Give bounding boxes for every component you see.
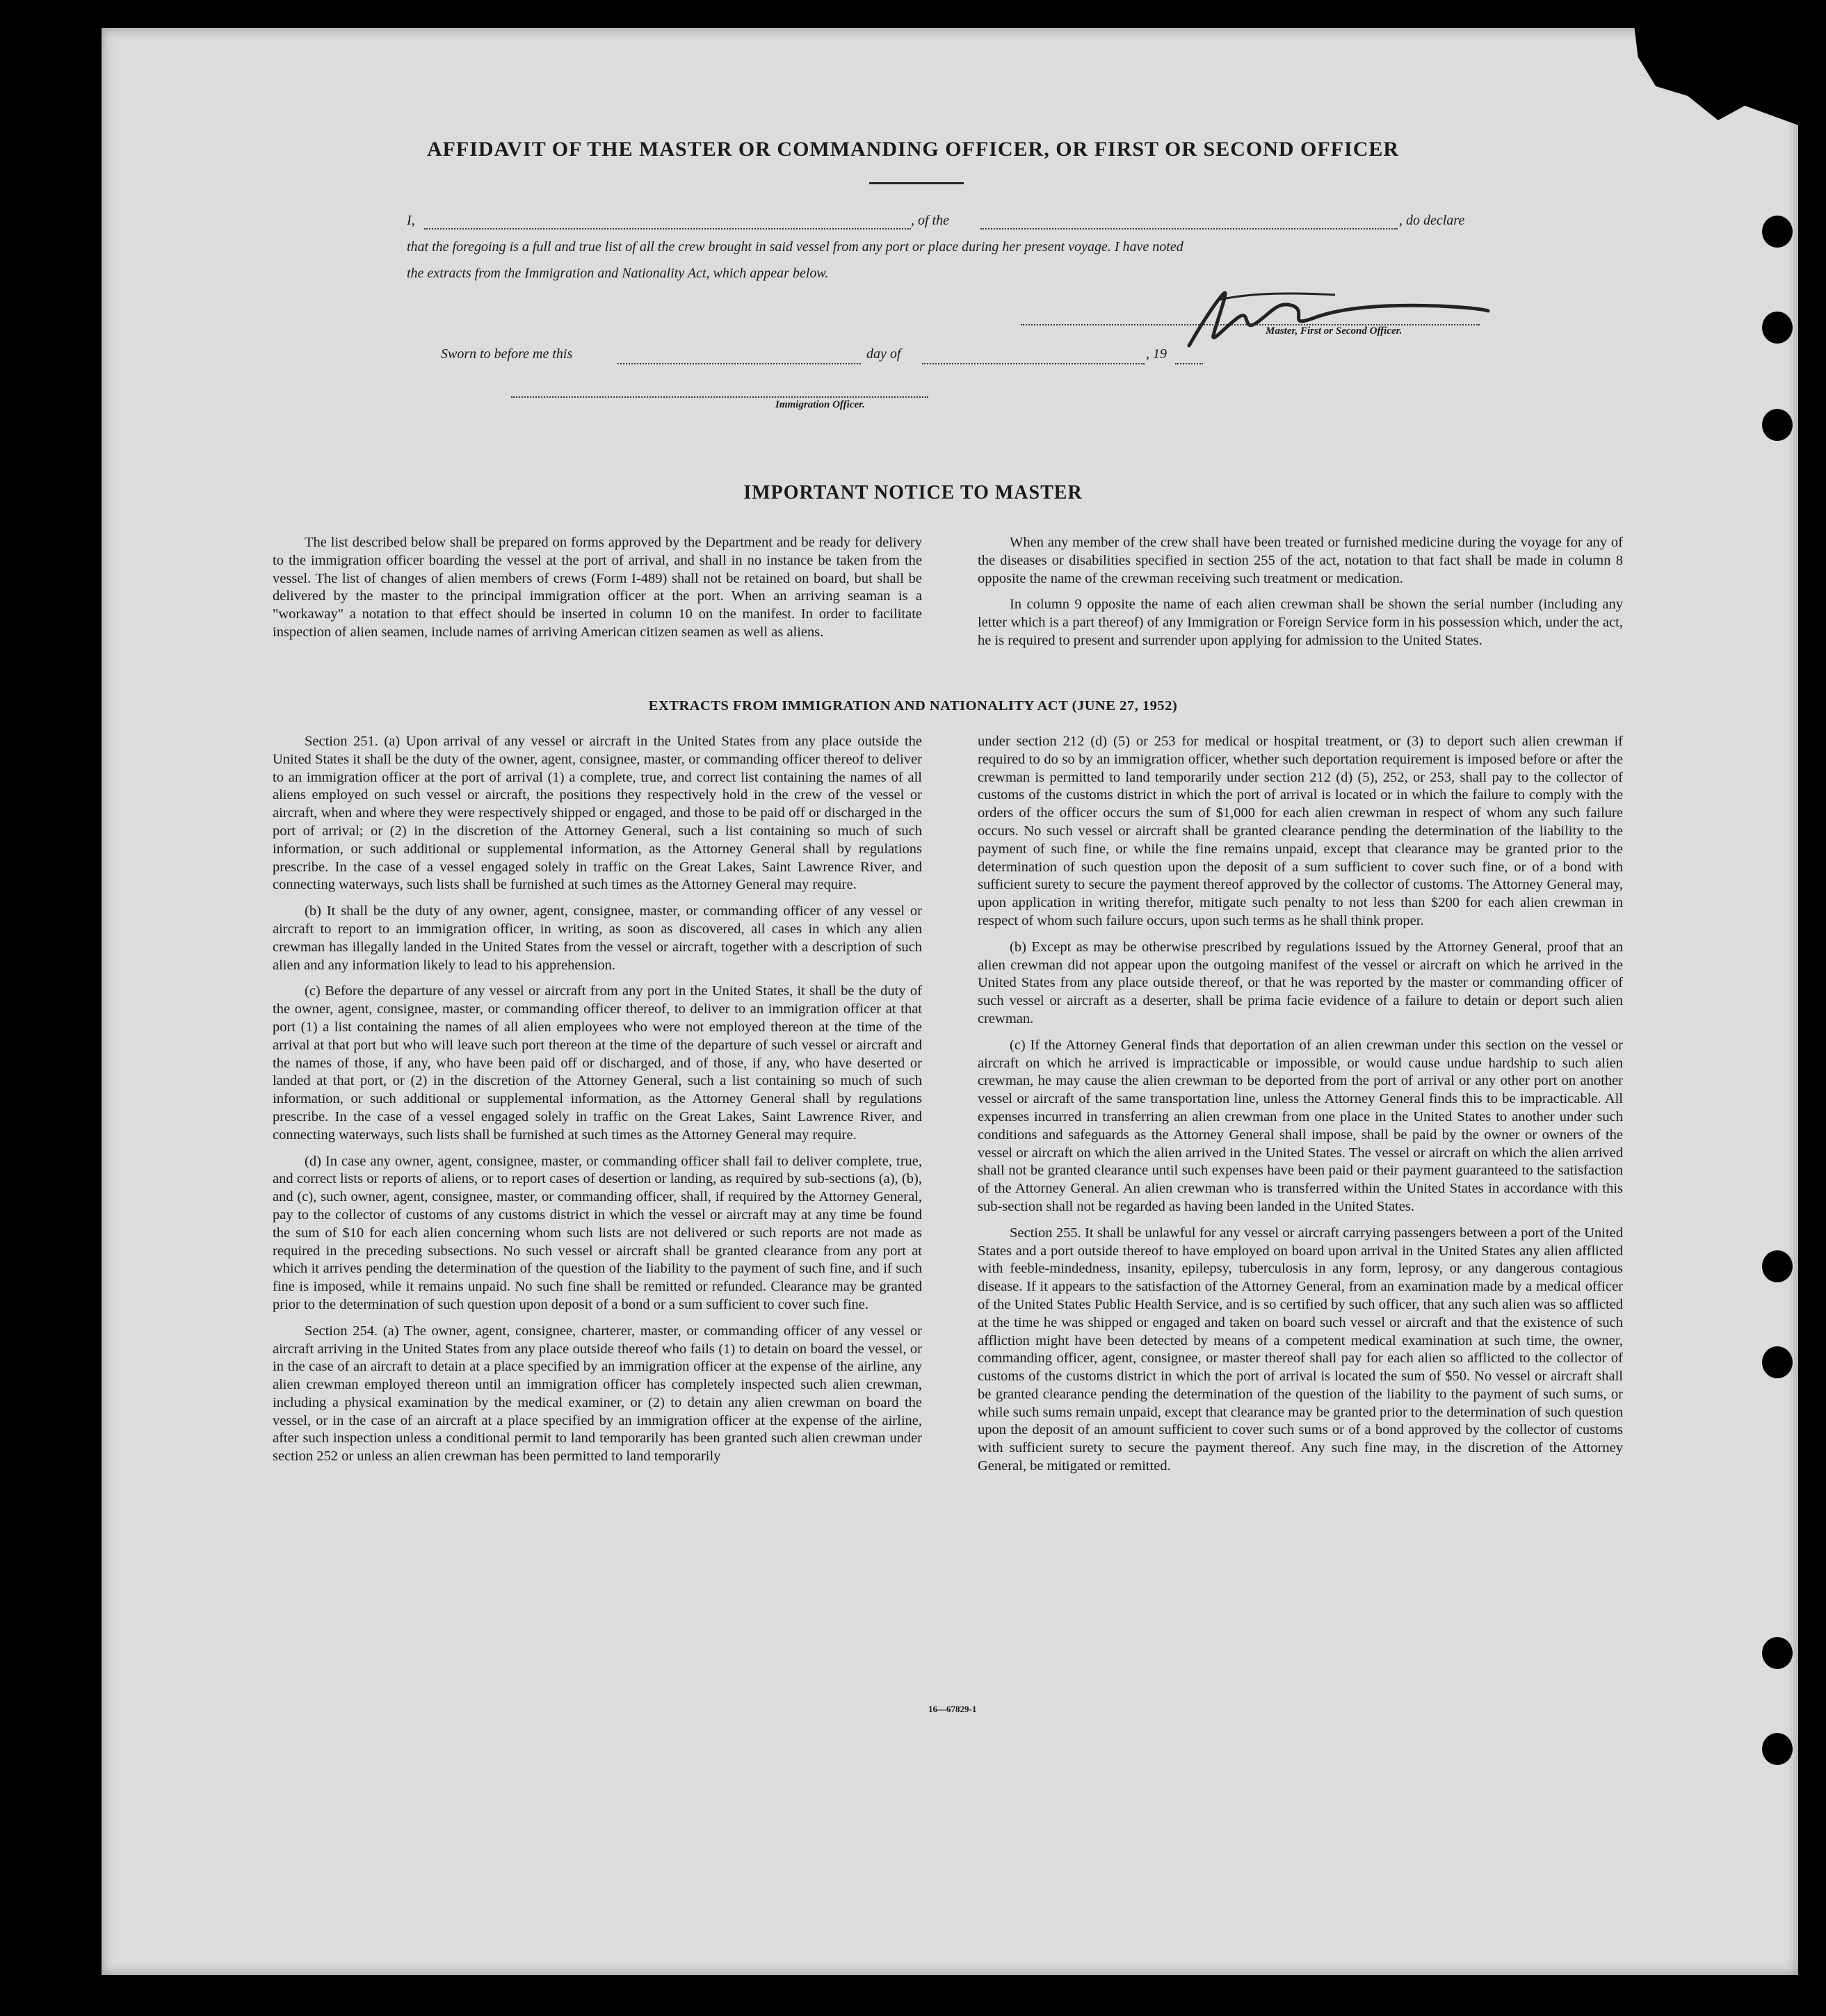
punch-hole: [1762, 312, 1793, 344]
immigration-officer-label: Immigration Officer.: [775, 399, 865, 410]
punch-hole: [1762, 1346, 1793, 1378]
extracts-title: EXTRACTS FROM IMMIGRATION AND NATIONALITY ACT (JUNE 27, 1952): [648, 698, 1178, 713]
sworn-month-field[interactable]: [922, 363, 1145, 364]
master-label: Master, First or Second Officer.: [1266, 325, 1403, 337]
section-251-c: (c) Before the departure of any vessel or aircraft from any port in the United States, it shall be the duty of the owner, agent, consignee, master, or commanding officer thereof, to deliver to an immigration officer at that port (1) a list containing the names of all alien employees who were not employed thereon at the time of the arrival at that port but who will leave such port thereon at the time of the departure of such vessel or aircraft and the names of those, if any, who have been paid off or discharged, and of those, if any, who have deserted or landed at that port, or (2) in the discretion of the Attorney General, such a list containing so much of such information, or such additional or supplemental information, as the Attorney General shall by regulations prescribe. In the case of a vessel engaged solely in traffic on the Great Lakes, Saint Lawrence River, and connecting waterways, such lists shall be furnished at such times as the Attorney General may require.: [273, 983, 922, 1143]
day-of-label: day of: [866, 346, 901, 362]
declaration-line-3: the extracts from the Immigration and Nationality Act, which appear below.: [407, 266, 829, 281]
master-signature-line[interactable]: [1021, 324, 1480, 325]
do-declare-label: , do declare: [1399, 213, 1465, 228]
section-254-a-cont: under section 212 (d) (5) or 253 for medical or hospital treatment, or (3) to deport such alien crewman if required to do so by an immigration officer, whether such deportation requirement is imposed before or after the crewman is permitted to land temporarily under section 212 (d) (5), 252, or 253, shall pay to the collector of customs of the customs district in which the port of arrival is located or in which the failure to comply with the orders of the officer occurs the sum of $1,000 for each alien crewman in respect of whom any such failure occurs. No such vessel or aircraft shall be granted clearance pending the determination of the liability to the payment of such fine, or while the fine remains unpaid, except that clearance may be granted prior to the determination of such question upon the deposit of a sum sufficient to cover such fine, or of a bond with sufficient surety to secure the payment thereof approved by the collector of customs. The Attorney General may, upon application in writing therefor, mitigate such penalty to not less than $200 for each alien crewman in respect of whom such failure occurs, upon such terms as he shall think proper.: [978, 734, 1623, 928]
punch-hole: [1762, 1250, 1793, 1282]
notice-title: IMPORTANT NOTICE TO MASTER: [743, 482, 1083, 503]
sworn-label: Sworn to before me this: [441, 346, 573, 362]
master-signature: [1175, 280, 1495, 356]
section-254-c: (c) If the Attorney General finds that deportation of an alien crewman under this section on the vessel or aircraft on which he arrived is impracticable or impossible, or would cause undue hardship to such alien crewman, he may cause the alien crewman to be deported from the port of arrival or any other port on another vessel or aircraft of the same transportation line, unless the Attorney General finds this to be impracticable. All expenses incurred in transferring an alien crewman from one place in the United States to another under such conditions and safeguards as the Attorney General shall impose, shall be paid by the owner or owners of the vessel or aircraft on which the alien arrived in the United States. The vessel or aircraft on which the alien arrived shall not be granted clearance until such expenses have been paid or their payment guaranteed to the satisfaction of the Attorney General. An alien crewman who is transferred within the United States in accordance with this sub-section shall not be regarded as having been landed in the United States.: [978, 1037, 1623, 1214]
section-251-d: (d) In case any owner, agent, consignee, master, or commanding officer shall fail to deliver complete, true, and correct lists or reports of aliens, or to report cases of desertion or landing, as required by sub-sections (a), (b), and (c), such owner, agent, consignee, master, or commanding officer, shall, if required by the Attorney General, pay to the collector of customs of any customs district in which the vessel or aircraft may at any time be found the sum of $10 for each alien concerning whom such lists are not delivered or such reports are not made as required in the preceding subsections. No such vessel or aircraft shall be granted clearance from any port at which it arrives pending the determination of the question of the liability to the payment of such fine, and if such fine is imposed, while it remains unpaid. No such fine shall be remitted or refunded. Clearance may be granted prior to the determination of such question upon deposit of a bond or a sum sufficient to cover such fine.: [273, 1153, 922, 1312]
immigration-officer-line[interactable]: [511, 396, 928, 398]
punch-hole: [1762, 1733, 1793, 1765]
section-251-b: (b) It shall be the duty of any owner, agent, consignee, master, or commanding officer of any vessel or aircraft to report to an immigration officer, in writing, as soon as discovered, all cases in which any alien crewman has illegally landed in the United States from the vessel or aircraft, together with a description of such alien and any information likely to lead to his apprehension.: [273, 903, 922, 973]
declarant-name-field[interactable]: [424, 228, 911, 229]
section-251-a: Section 251. (a) Upon arrival of any vessel or aircraft in the United States from any place outside the United States it shall be the duty of the owner, agent, consignee, master, or commanding officer thereof to deliver to an immigration officer at the port of arrival (1) a complete, true, and correct list containing the names of all aliens employed on such vessel or aircraft, the positions they respectively hold in the crew of the vessel or aircraft, when and where they were respectively shipped or engaged, and those to be paid off or discharged in the port of arrival; or (2) in the discretion of the Attorney General, such a list containing so much of such information, or such additional or supplemental information, as the Attorney General shall by regulations prescribe. In the case of a vessel engaged solely in traffic on the Great Lakes, Saint Lawrence River, and connecting waterways, such lists shall be furnished at such times as the Attorney General may require.: [273, 734, 922, 893]
notice-right-text-2: In column 9 opposite the name of each alien crewman shall be shown the serial number (including any letter which is a part thereof) of any Immigration or Foreign Service form in his possession which, under the act, he is required to present and surrender upon applying for admission to the United States.: [978, 597, 1623, 648]
title-rule: [869, 182, 964, 184]
section-255: Section 255. It shall be unlawful for any vessel or aircraft carrying passengers between a port of the United States and a port outside thereof to have employed on board upon arrival in the United States any alien afflicted with feeble-mindedness, insanity, epilepsy, tuberculosis in any form, leprosy, or any dangerous contagious disease. If it appears to the satisfaction of the Attorney General, from an examination made by a medical officer of the United States Public Health Service, and is so certified by such officer, that any such alien was so afflicted at the time he was shipped or engaged and taken on board such vessel or aircraft and that the existence of such affliction might have been detected by means of a competent medical examination at such time, the owner, commanding officer, agent, consignee, or master thereof shall pay for each alien so afflicted to the collector of customs of the customs district in which the port of arrival is located the sum of $50. No vessel or aircraft shall be granted clearance pending the determination of the question of the liability to the payment of such sums, or while such sums remain unpaid, except that clearance may be granted prior to the determination of such question upon the deposit of an amount sufficient to cover such sums or of a bond approved by the collector of customs with sufficient surety to secure the payment thereof. Any such fine may, in the discretion of the Attorney General, be mitigated or remitted.: [978, 1225, 1623, 1474]
notice-left-column: [273, 534, 922, 650]
extracts-left-column: [273, 733, 922, 1474]
notice-left-text: The list described below shall be prepared on forms approved by the Department and be ready for delivery to the immigration officer boarding the vessel at the port of arrival, and shall in no instance be taken from the vessel. The list of changes of alien members of crews (Form I-489) shall not be retained on board, but shall be delivered by the master to the principal immigration officer at the port. When an arriving seaman is a "workaway" a notation to that effect should be inserted in column 10 on the manifest. In order to facilitate inspection of alien seamen, include names of arriving American citizen seamen as well as aliens.: [273, 535, 922, 640]
declaration-line-2: that the foregoing is a full and true list of all the crew brought in said vessel from any port or place during her present voyage. I have noted: [407, 239, 1183, 255]
sworn-year-field[interactable]: [1175, 363, 1203, 364]
notice-right-text-1: When any member of the crew shall have been treated or furnished medicine during the voyage for any of the diseases or disabilities specified in section 255 of the act, notation to that fact shall be made in column 8 opposite the name of the crewman receiving such treatment or medication.: [978, 535, 1623, 586]
punch-hole: [1762, 1637, 1793, 1669]
sworn-day-field[interactable]: [617, 363, 861, 364]
affidavit-title: AFFIDAVIT OF THE MASTER OR COMMANDING OFFICER, OR FIRST OR SECOND OFFICER: [426, 138, 1400, 161]
of-the-label: , of the: [911, 213, 949, 228]
form-code: 16—67829-1: [928, 1704, 977, 1714]
punch-hole: [1762, 409, 1793, 441]
section-254-b: (b) Except as may be otherwise prescribed by regulations issued by the Attorney General, proof that an alien crewman did not appear upon the outgoing manifest of the vessel or aircraft on which he arrived in the United States from any place outside thereof, or that he was reported by the master or commanding officer of such vessel or aircraft as a deserter, shall be prima facie evidence of a failure to detain or deport such alien crewman.: [978, 939, 1623, 1026]
declarant-label: I,: [407, 213, 415, 228]
section-254-a: Section 254. (a) The owner, agent, consignee, charterer, master, or commanding officer of any vessel or aircraft arriving in the United States from any place outside thereof who fails (1) to detain on board the vessel, or in the case of an aircraft to detain at a place specified by an immigration officer at the expense of the airline, any alien crewman employed thereon until an immigration officer has completely inspected such alien crewman, including a physical examination by the medical examiner, or (2) to detain any alien crewman on board the vessel, or in the case of an aircraft at a place specified by an immigration officer at the expense of the airline, after such inspection unless a conditional permit to land temporarily has been granted such alien crewman under section 252 or unless an alien crewman has been permitted to land temporarily: [273, 1323, 922, 1465]
year-label: , 19: [1146, 346, 1167, 362]
punch-hole: [1762, 216, 1793, 248]
vessel-name-field[interactable]: [980, 228, 1398, 229]
notice-right-column: [978, 534, 1623, 659]
extracts-right-column: [978, 733, 1623, 1484]
